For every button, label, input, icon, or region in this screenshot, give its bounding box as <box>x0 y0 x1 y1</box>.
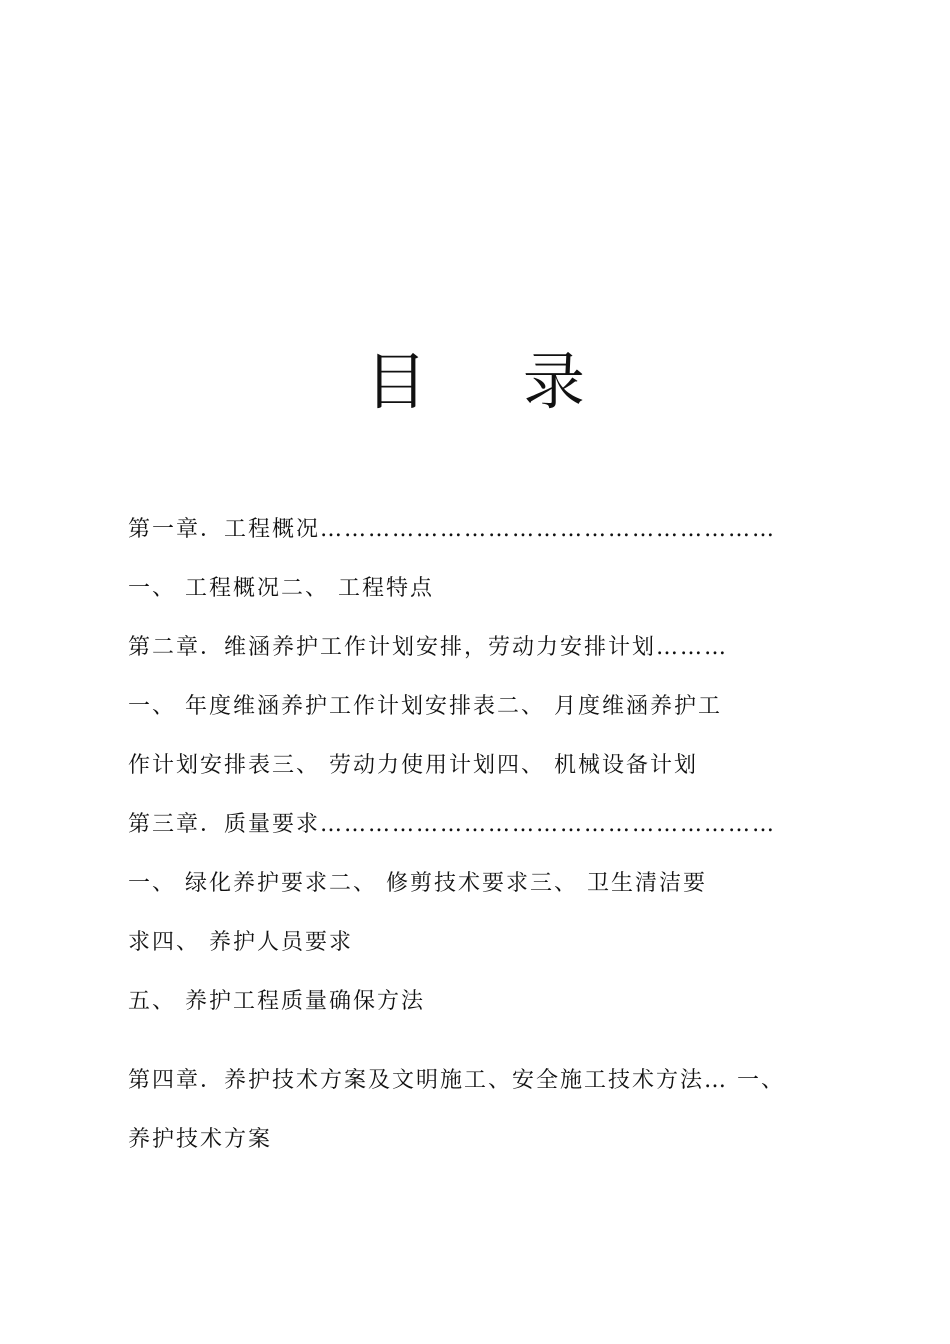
toc-chapter-2: 第二章．维涵养护工作计划安排，劳动力安排计划……… <box>128 635 729 660</box>
toc-line: 求四、 养护人员要求 <box>128 930 353 955</box>
toc-chapter-4: 第四章．养护技术方案及文明施工、安全施工技术方法… 一、 <box>128 1068 785 1093</box>
toc-line: 一、 工程概况二、 工程特点 <box>128 576 434 601</box>
toc-line: 五、 养护工程质量确保方法 <box>128 989 425 1014</box>
toc-line: 养护技术方案 <box>128 1127 273 1152</box>
toc-line: 作计划安排表三、 劳动力使用计划四、 机械设备计划 <box>128 753 698 778</box>
toc-line: 一、 绿化养护要求二、 修剪技术要求三、 卫生清洁要 <box>128 871 707 896</box>
toc-chapter-3: 第三章．质量要求………………………………………………… <box>128 812 777 837</box>
page-title: 目 录 <box>365 345 623 418</box>
toc-chapter-1: 第一章．工程概况………………………………………………… <box>128 517 777 542</box>
toc-line: 一、 年度维涵养护工作计划安排表二、 月度维涵养护工 <box>128 694 722 719</box>
